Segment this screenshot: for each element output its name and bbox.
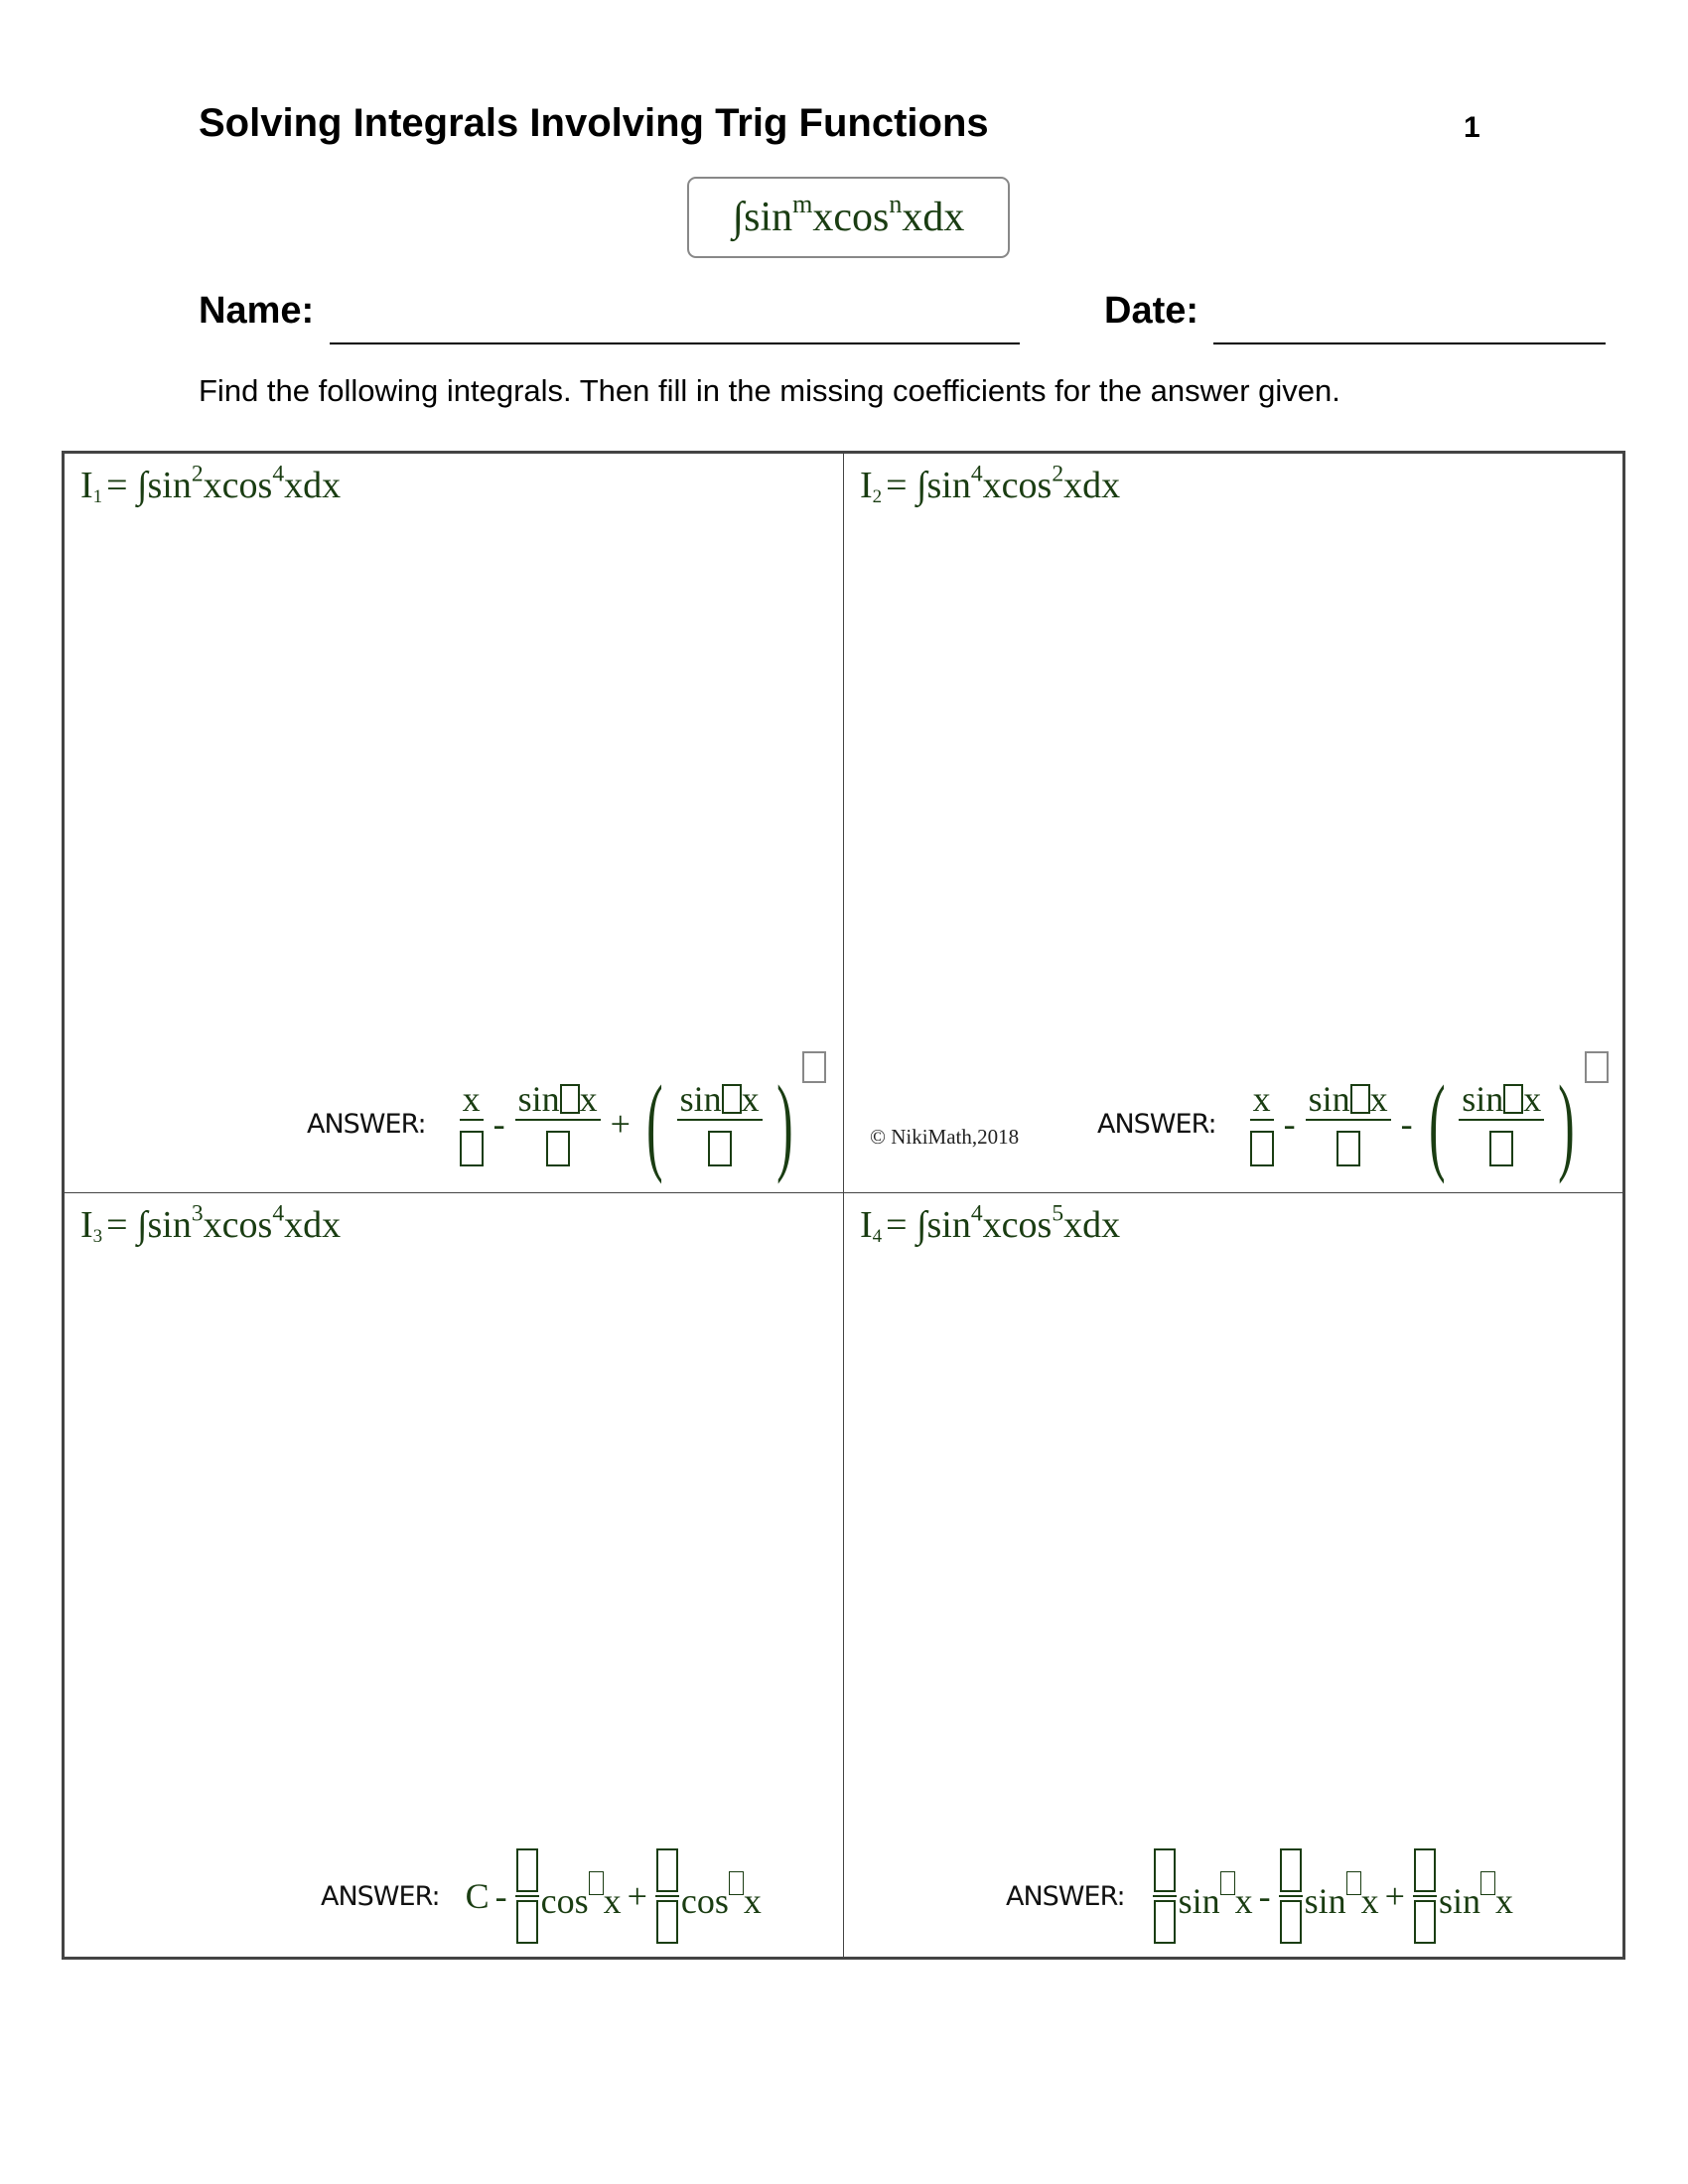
blank-box[interactable] — [1350, 1084, 1370, 1114]
answer-label: ANSWER: — [307, 1108, 426, 1140]
answer-2: ANSWER: x - sin x - ( sin x ) — [1097, 1069, 1609, 1178]
page-title: Solving Integrals Involving Trig Functions — [199, 101, 989, 145]
copyright: © NikiMath,2018 — [870, 1125, 1020, 1149]
blank-box[interactable] — [656, 1900, 678, 1944]
topic-formula: $\int\sin^mxcos^nxdx$ — [732, 189, 965, 240]
problem-1-integral: $I_1 = \int\sin^2xcos^4xdx$ — [80, 461, 342, 507]
problem-cell-1[interactable] — [64, 453, 844, 1193]
blank-box[interactable] — [546, 1131, 570, 1166]
blank-box[interactable] — [656, 1848, 678, 1892]
blank-box[interactable] — [1346, 1871, 1361, 1895]
blank-box[interactable] — [1220, 1871, 1235, 1895]
instructions: Find the following integrals. Then fill in the missing coefficients for the answer given. — [199, 373, 1340, 408]
problem-3-integral: $I_3 = \int\sin^3xcos^4xdx$ — [80, 1200, 342, 1247]
problem-grid — [62, 451, 1625, 1960]
blank-box[interactable] — [516, 1900, 538, 1944]
blank-box[interactable] — [729, 1871, 744, 1895]
blank-box[interactable] — [460, 1131, 484, 1166]
blank-box[interactable] — [1336, 1131, 1360, 1166]
page-number: 1 — [1464, 111, 1480, 144]
answer-3: ANSWER: C - cos x + cos x — [321, 1848, 762, 1944]
blank-box[interactable] — [560, 1084, 580, 1114]
answer-4: ANSWER: sin x - sin x + sin x — [1006, 1848, 1513, 1944]
blank-box[interactable] — [1280, 1900, 1302, 1944]
blank-box[interactable] — [516, 1848, 538, 1892]
blank-box[interactable] — [1480, 1871, 1495, 1895]
answer-label: ANSWER: — [1097, 1108, 1216, 1140]
blank-box[interactable] — [1280, 1848, 1302, 1892]
blank-box[interactable] — [1489, 1131, 1513, 1166]
date-label: Date: — [1104, 290, 1199, 332]
blank-box[interactable] — [589, 1871, 604, 1895]
blank-box[interactable] — [1414, 1900, 1436, 1944]
blank-box[interactable] — [1250, 1131, 1274, 1166]
problem-cell-3[interactable] — [64, 1192, 844, 1958]
problem-cell-2[interactable] — [843, 453, 1623, 1193]
answer-label: ANSWER: — [1006, 1880, 1125, 1912]
problem-2-integral: $I_2 = \int\sin^4xcos^2xdx$ — [860, 461, 1121, 507]
blank-box-exponent[interactable] — [1585, 1051, 1609, 1083]
answer-label: ANSWER: — [321, 1880, 440, 1912]
blank-box[interactable] — [1503, 1084, 1523, 1114]
blank-box[interactable] — [1154, 1900, 1176, 1944]
blank-box[interactable] — [708, 1131, 732, 1166]
topic-formula-box — [687, 177, 1010, 258]
name-field[interactable] — [330, 342, 1020, 344]
blank-box[interactable] — [1154, 1848, 1176, 1892]
problem-4-integral: $I_4 = \int\sin^4xcos^5xdx$ — [860, 1200, 1121, 1247]
blank-box[interactable] — [1414, 1848, 1436, 1892]
name-label: Name: — [199, 290, 315, 332]
blank-box[interactable] — [722, 1084, 742, 1114]
answer-1: ANSWER: x - sin x + ( sin x ) — [307, 1069, 826, 1178]
problem-cell-4[interactable] — [843, 1192, 1623, 1958]
blank-box-exponent[interactable] — [802, 1051, 826, 1083]
date-field[interactable] — [1213, 342, 1606, 344]
